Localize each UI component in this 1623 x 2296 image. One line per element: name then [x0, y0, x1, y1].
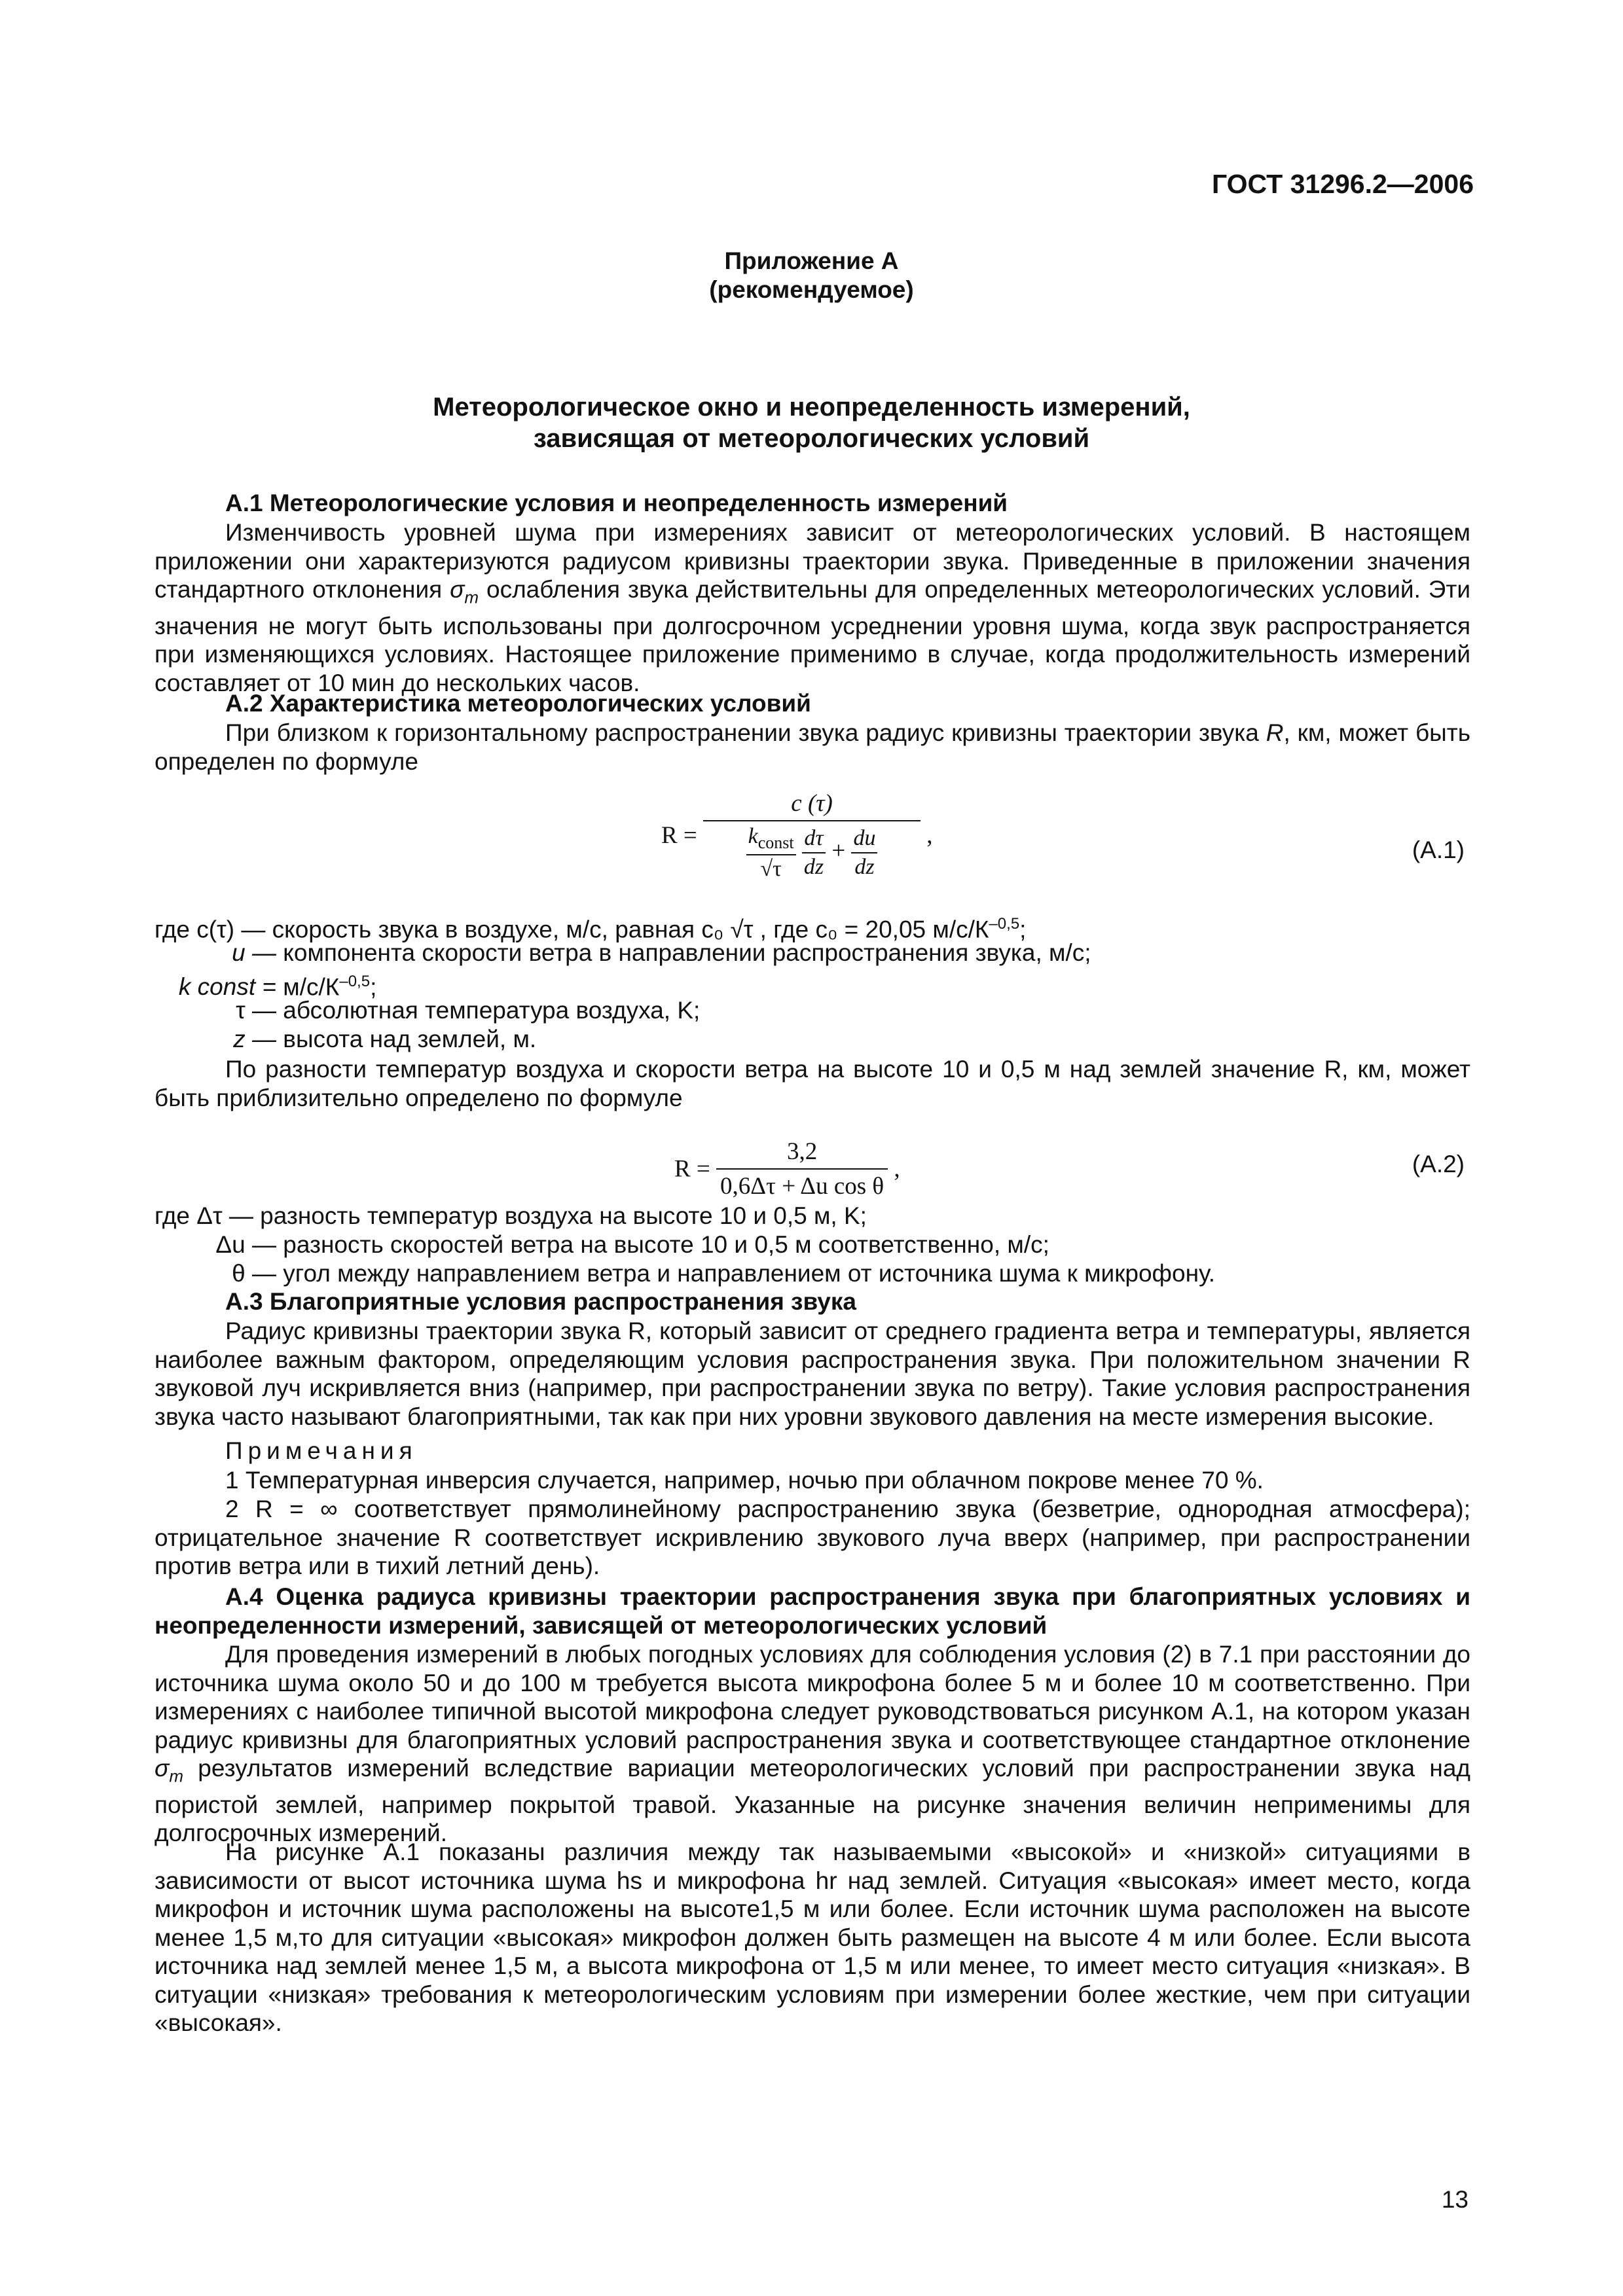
notes-label: Примечания	[225, 1437, 418, 1464]
page-number: 13	[1441, 2186, 1468, 2213]
section-a1-heading: А.1 Метеорологические условия и неопределенность измерений	[225, 490, 1008, 516]
section-a3-paragraph: Радиус кривизны траектории звука R, который зависит от среднего градиента ветра и температуры, является наиболее важным фактором, определяющим условия распространения звука. При положительном значении R звуковой луч искривляется вниз (например, при распространении звука по ветру). Такие условия распространения звука часто называют благоприятными, так как при них уровни звукового давления на месте измерения высокие.	[155, 1318, 1470, 1430]
formula-a2: R = $\frac{3,2}{\text{0,6Δτ + Δu cos θ}}$ ,	[674, 1138, 900, 1200]
main-title-line2: зависящая от метеорологических условий	[533, 424, 1090, 453]
definition-u: u — компонента скорости ветра в направлении распространения звука, м/с;	[232, 939, 1091, 966]
formula-a1: R = c (τ) $\frac{k_{const}}{√\tau}$ $\frac{d\tau}{dz}$ + $\frac{du}{dz}$ ,	[661, 790, 933, 881]
section-a4-paragraph1: Для проведения измерений в любых погодных условиях для соблюдения условия (2) в 7.1 при расстоянии до источника шума около 50 и до 100 м требуется высота микрофона более 5 м и более 10 м соответственно. При измерениях с наиболее типичной высотой микрофона следует руководствоваться рисунком А.1, на котором указан радиус кривизны для благоприятных условий распространения звука и соответствующее стандартное отклонение $\sigma_m$ результатов измерений вследствие вариации метеорологических условий при распространении звука над пористой землей, например покрытой травой. Указанные на рисунке значения величин неприменимы для долгосрочных измерений.	[155, 1641, 1470, 1847]
definition-tau: τ — абсолютная температура воздуха, K;	[236, 997, 701, 1024]
section-a2-paragraph1: При близком к горизонтальному распространении звука радиус кривизны траектории звука R, км, может быть определен по формуле	[155, 719, 1470, 775]
definition-c-tau: где c(τ) — скорость звука в воздухе, м/с, равная c₀ √τ , где c₀ = 20,05 $м/с/К^{-0,5}$;	[155, 915, 1027, 943]
formula-a2-number: (А.2)	[1412, 1151, 1465, 1177]
note-2: 2 R = ∞ соответствует прямолинейному распространению звука (безветрие, однородная атмосфера); отрицательное значение R соответствует искривлению звукового луча вверх (например, при распространении против ветра или в тихий летний день).	[155, 1496, 1470, 1579]
definition-theta: θ — угол между направлением ветра и направлением от источника шума к микрофону.	[232, 1260, 1216, 1287]
section-a4-paragraph2: На рисунке А.1 показаны различия между так называемыми «высокой» и «низкой» ситуациями в зависимости от высот источника шума hs и микрофона hr над землей. Ситуация «высокая» имеет место, когда микрофон и источник шума расположены на высоте1,5 м или более. Если источник шума расположен на высоте менее 1,5 м,то для ситуации «высокая» микрофон должен быть размещен на высоте 4 м или более. Если высота источника над землей менее 1,5 м, а высота микрофона от 1,5 м или менее, то имеет место ситуация «низкая». В ситуации «низкая» требования к метеорологическим условиям при измерении более жесткие, чем при ситуации «высокая».	[155, 1839, 1470, 2036]
definition-delta-u: Δu — разность скоростей ветра на высоте 10 и 0,5 м соответственно, м/с;	[215, 1231, 1049, 1258]
note-1: 1 Температурная инверсия случается, например, ночью при облачном покрове менее 70 %.	[225, 1467, 1264, 1494]
appendix-subtitle: (рекомендуемое)	[709, 276, 914, 303]
section-a2-heading: А.2 Характеристика метеорологических условий	[225, 690, 811, 717]
section-a4-heading: А.4 Оценка радиуса кривизны траектории распространения звука при благоприятных условиях и неопределенности измерений, зависящей от метеорологических условий	[155, 1583, 1470, 1639]
formula-a1-number: (А.1)	[1412, 836, 1465, 863]
main-title-line1: Метеорологическое окно и неопределенность измерений,	[433, 393, 1190, 422]
definition-z: z — высота над землей, м.	[233, 1026, 537, 1052]
document-standard-number: ГОСТ 31296.2—2006	[1211, 169, 1474, 199]
section-a3-heading: А.3 Благоприятные условия распространения звука	[225, 1288, 856, 1315]
appendix-title: Приложение А	[724, 247, 899, 274]
section-a1-paragraph: Изменчивость уровней шума при измерениях зависит от метеорологических условий. В настоящем приложении они характеризуются радиусом кривизны траектории звука. Приведенные в приложении значения стандартного отклонения $\sigma_m$ ослабления звука действительны для определенных метеорологических условий. Эти значения не могут быть использованы при долгосрочном усреднении уровня шума, когда звук распространяется при изменяющихся условиях. Настоящее приложение применимо в случае, когда продолжительность измерений составляет от 10 мин до нескольких часов.	[155, 519, 1470, 696]
section-a2-paragraph2: По разности температур воздуха и скорости ветра на высоте 10 и 0,5 м над землей значение R, км, может быть приблизительно определено по формуле	[155, 1056, 1470, 1111]
definition-k-const: k const = $м/с/К^{-0,5}$;	[178, 973, 377, 1001]
definition-delta-tau: где Δτ — разность температур воздуха на высоте 10 и 0,5 м, K;	[155, 1202, 867, 1229]
